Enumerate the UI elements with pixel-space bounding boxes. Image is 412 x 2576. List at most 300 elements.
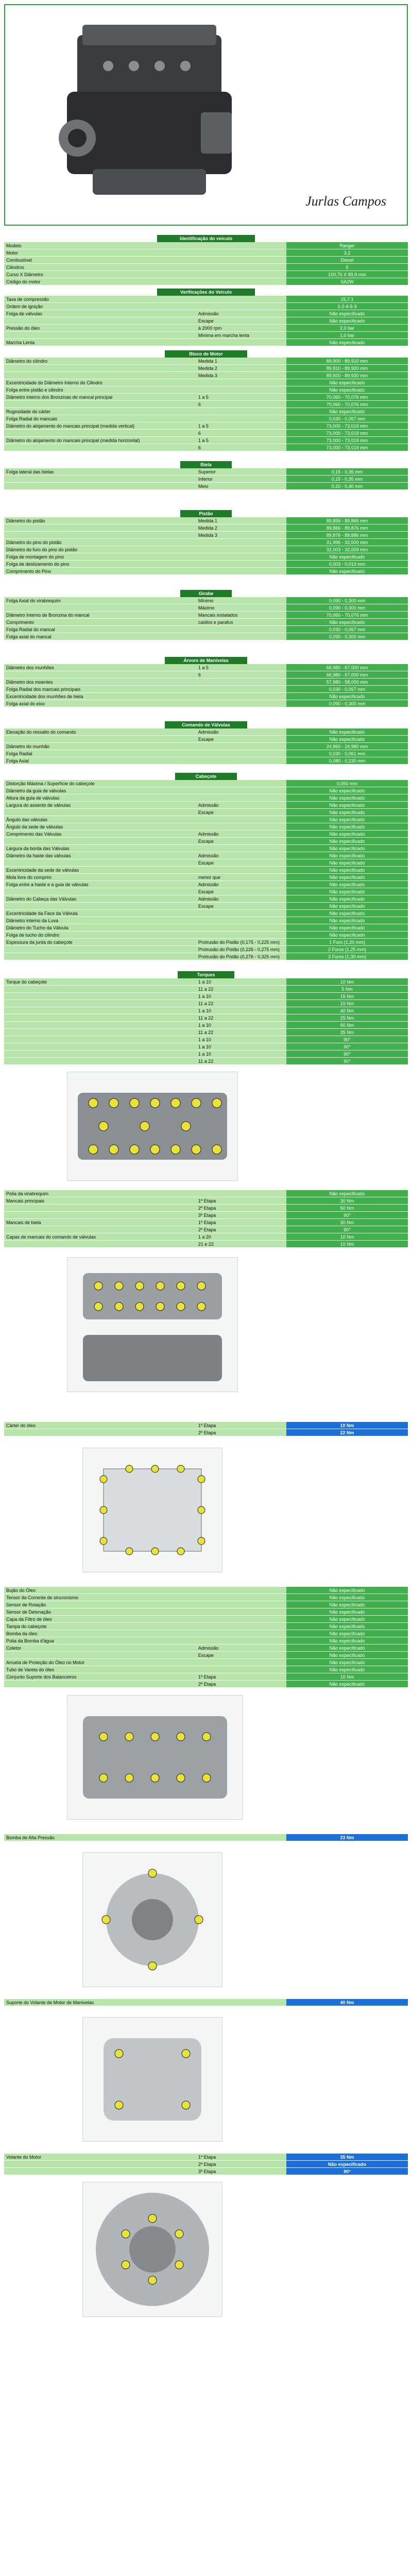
row-value: 90°: [286, 1058, 408, 1065]
row-label: Comprimento: [4, 619, 196, 626]
row-value: 50 Nm: [286, 1205, 408, 1212]
table-row: [4, 379, 408, 386]
row-label: [4, 903, 196, 910]
row-condition: 6: [196, 671, 286, 679]
row-label: Motor: [4, 249, 196, 257]
row-value: 0,030 - 0,067 mm: [286, 415, 408, 422]
row-label: [4, 2168, 196, 2175]
row-condition: Escape: [196, 736, 286, 743]
row-label: Ângulo da sede de válvulas: [4, 823, 196, 831]
table-row: [4, 838, 408, 845]
table-row: [4, 332, 408, 339]
row-label: [4, 986, 196, 993]
table-row: [4, 888, 408, 895]
row-condition: 1º Etapa: [196, 2154, 286, 2161]
row-value: 32,003 - 32,009 mm: [286, 546, 408, 553]
row-condition: 1º Etapa: [196, 1219, 286, 1226]
row-condition: Admissão: [196, 310, 286, 317]
row-label: Mancais de biela: [4, 1219, 196, 1226]
row-value: 10 Nm: [286, 1000, 408, 1007]
row-condition: [196, 408, 286, 415]
section-carter: [4, 1422, 408, 1436]
section-suporte: [4, 1999, 408, 2006]
table-row: [4, 852, 408, 859]
row-value: Não especificado: [286, 895, 408, 903]
row-value: 1 Furo (1,20 mm): [286, 939, 408, 946]
pump-diagram: [82, 1852, 222, 1987]
row-label: Volante do Motor: [4, 2154, 196, 2161]
row-value: 10 Nm: [286, 1241, 408, 1248]
section-arvore: [4, 657, 408, 707]
row-condition: [196, 1630, 286, 1637]
row-condition: [196, 1999, 286, 2006]
section-title: Bloco de Motor: [165, 350, 247, 358]
row-condition: [196, 561, 286, 568]
row-condition: 1 a 10: [196, 1050, 286, 1058]
row-condition: Admissão: [196, 881, 286, 888]
section-bomba: [4, 1834, 408, 1841]
table-row: [4, 728, 408, 736]
row-value: Não especificado: [286, 838, 408, 845]
table-row: [4, 1594, 408, 1601]
table-row: [4, 468, 408, 476]
row-label: Diâmetro do alojamento do mancais principal (medida vertical): [4, 422, 196, 430]
row-condition: Escape: [196, 859, 286, 867]
row-value: 24,960 - 24,980 mm: [286, 743, 408, 750]
row-value: Não especificado: [286, 1608, 408, 1616]
table-row: [4, 271, 408, 278]
row-condition: 1 a 10: [196, 1022, 286, 1029]
section-comando: [4, 721, 408, 765]
table-bomba: [4, 1834, 408, 1841]
row-label: Cilindros: [4, 264, 196, 271]
section-diversos: [4, 1587, 408, 1688]
row-label: Folga lateral das bielas: [4, 468, 196, 476]
table-row: [4, 372, 408, 379]
table-row: [4, 1190, 408, 1197]
row-label: Distorção Máxima / Superfície do cabeçote: [4, 780, 196, 787]
table-row: [4, 1681, 408, 1688]
table-row: [4, 845, 408, 852]
row-value: 31,996 - 32,000 mm: [286, 539, 408, 546]
row-label: Tubo de Vareta do óleo: [4, 1666, 196, 1673]
row-value: 90°: [286, 1043, 408, 1050]
row-value: SA2W: [286, 278, 408, 285]
row-value: Não especificado: [286, 1587, 408, 1594]
row-label: Diâmetro do pistão: [4, 517, 196, 524]
row-condition: Mínima em marcha lenta: [196, 332, 286, 339]
row-label: Marcha Lenta: [4, 339, 196, 346]
table-row: [4, 693, 408, 700]
row-condition: [196, 823, 286, 831]
row-label: Capas de mancais do comando de válvulas: [4, 1233, 196, 1241]
row-label: Folga Radial: [4, 750, 196, 757]
row-label: [4, 1212, 196, 1219]
table-row: [4, 561, 408, 568]
table-torques: [4, 978, 408, 1065]
row-condition: [196, 1594, 286, 1601]
row-value: 90°: [286, 2168, 408, 2175]
row-value: Não especificado: [286, 310, 408, 317]
row-value: 66,980 - 67,000 mm: [286, 664, 408, 671]
row-condition: [196, 1637, 286, 1645]
row-label: [4, 1205, 196, 1212]
row-value: 22 Nm: [286, 1429, 408, 1436]
table-cabecote: [4, 780, 408, 960]
row-condition: [196, 633, 286, 640]
table-row: [4, 903, 408, 910]
row-label: Conjunto Suporte dos Balanceiros: [4, 1673, 196, 1681]
row-condition: [196, 1601, 286, 1608]
row-label: Rugosidade do cárter: [4, 408, 196, 415]
table-row: [4, 1014, 408, 1022]
row-condition: [196, 1616, 286, 1623]
row-label: [4, 946, 196, 953]
table-identificacao: [4, 242, 408, 285]
row-value: Não especificado: [286, 931, 408, 939]
row-condition: 2º Etapa: [196, 1429, 286, 1436]
row-label: [4, 401, 196, 408]
row-condition: menor que: [196, 874, 286, 881]
row-label: Diâmetro Interno de Bronzina do mancal: [4, 612, 196, 619]
row-value: Não especificado: [286, 823, 408, 831]
row-value: 3 Furos (1,30 mm): [286, 953, 408, 960]
row-value: Não especificado: [286, 881, 408, 888]
row-label: Excentricidade da sede de válvulas: [4, 867, 196, 874]
table-row: [4, 310, 408, 317]
row-label: [4, 2161, 196, 2168]
row-condition: [196, 816, 286, 823]
row-value: Não especificado: [286, 794, 408, 802]
row-label: Altura da guia de válvulas: [4, 794, 196, 802]
row-condition: [196, 910, 286, 917]
row-label: [4, 604, 196, 612]
table-row: [4, 278, 408, 285]
row-value: 15 Nm: [286, 993, 408, 1000]
cylinder-head-bolt-diagram: [67, 1072, 238, 1181]
row-label: [4, 444, 196, 451]
section-title: Girabe: [180, 590, 232, 597]
oil-pan-bolt-diagram: [82, 1448, 222, 1572]
row-value: 40 Nm: [286, 1999, 408, 2006]
table-row: [4, 317, 408, 325]
row-condition: [196, 249, 286, 257]
row-label: Excentricidade da Face da Válvula: [4, 910, 196, 917]
row-value: Não especificado: [286, 728, 408, 736]
table-row: [4, 1645, 408, 1652]
row-condition: [196, 924, 286, 931]
table-row: [4, 910, 408, 917]
table-row: [4, 1623, 408, 1630]
row-condition: [196, 794, 286, 802]
row-condition: Escape: [196, 809, 286, 816]
row-condition: Medida 3: [196, 372, 286, 379]
row-value: Não especificado: [286, 1616, 408, 1623]
row-value: Não especificado: [286, 386, 408, 394]
row-condition: [196, 264, 286, 271]
table-row: [4, 339, 408, 346]
row-value: 90°: [286, 1050, 408, 1058]
row-value: 40 Nm: [286, 1007, 408, 1014]
table-row: [4, 546, 408, 553]
row-label: Tampa do cabeçote: [4, 1623, 196, 1630]
section-title: Cabeçote: [175, 773, 237, 780]
row-condition: 1 a 5: [196, 422, 286, 430]
table-row: [4, 264, 408, 271]
row-value: Não especificado: [286, 1190, 408, 1197]
row-condition: [196, 1608, 286, 1616]
row-label: Diâmetro dos munhões: [4, 664, 196, 671]
row-condition: Escape: [196, 888, 286, 895]
row-label: Tensor da Corrente de sincronismo: [4, 1594, 196, 1601]
table-row: [4, 532, 408, 539]
row-label: Largura da borda das Válvulas: [4, 845, 196, 852]
table-arvore: [4, 664, 408, 707]
row-condition: Mínimo: [196, 597, 286, 604]
row-condition: [196, 1623, 286, 1630]
table-row: [4, 1212, 408, 1219]
row-value: 0,050 mm: [286, 780, 408, 787]
table-bielas: [4, 468, 408, 490]
section-title: Torques: [178, 971, 234, 978]
row-label: [4, 1652, 196, 1659]
row-label: [4, 372, 196, 379]
row-label: Taxa de compressão: [4, 296, 196, 303]
row-label: [4, 809, 196, 816]
row-value: 0,030 - 0,067 mm: [286, 686, 408, 693]
row-value: Não especificado: [286, 1659, 408, 1666]
row-label: Ordem de ignição: [4, 303, 196, 310]
row-value: 66,980 - 67,000 mm: [286, 671, 408, 679]
row-condition: [196, 787, 286, 794]
row-value: Não especificado: [286, 1630, 408, 1637]
row-condition: Escape: [196, 903, 286, 910]
row-label: [4, 1681, 196, 1688]
table-volante: [4, 2154, 408, 2175]
row-condition: 2º Etapa: [196, 1205, 286, 1212]
row-label: Suporte do Volante de Motor de Manivelas: [4, 1999, 196, 2006]
row-condition: Protrusão do Pistão (0,226 - 0,275 mm): [196, 946, 286, 953]
row-value: 89,876 - 89,886 mm: [286, 532, 408, 539]
row-condition: Admissão: [196, 728, 286, 736]
section-title: Pistão: [180, 510, 232, 517]
row-condition: 2º Etapa: [196, 1681, 286, 1688]
row-label: [4, 365, 196, 372]
row-label: Diâmetro do munhão: [4, 743, 196, 750]
row-condition: 1 a 5: [196, 394, 286, 401]
row-label: Folga de montagem do pino: [4, 553, 196, 561]
table-row: [4, 257, 408, 264]
table-row: [4, 1241, 408, 1248]
row-condition: 1 a 10: [196, 1007, 286, 1014]
row-condition: Mancais instalados: [196, 612, 286, 619]
table-row: [4, 859, 408, 867]
table-row: [4, 1608, 408, 1616]
row-condition: 6: [196, 401, 286, 408]
table-row: [4, 408, 408, 415]
table-row: [4, 444, 408, 451]
table-row: [4, 978, 408, 986]
table-carter: [4, 1422, 408, 1436]
section-identificacao: [4, 235, 408, 285]
row-label: Arruela de Proteção do Óleo no Motor: [4, 1659, 196, 1666]
row-condition: [196, 379, 286, 386]
row-label: [4, 1226, 196, 1233]
row-value: Não especificado: [286, 553, 408, 561]
table-row: [4, 633, 408, 640]
table-row: [4, 809, 408, 816]
row-label: Diâmetro do alojamento do mancais principal (medida horizontal): [4, 437, 196, 444]
row-label: [4, 1058, 196, 1065]
row-label: Folga Axial: [4, 757, 196, 765]
row-value: Não especificado: [286, 867, 408, 874]
row-label: Pressão do óleo: [4, 325, 196, 332]
row-condition: [196, 867, 286, 874]
row-condition: casilos e parafus: [196, 619, 286, 626]
row-value: Não especificado: [286, 874, 408, 881]
row-condition: Escape: [196, 317, 286, 325]
row-condition: 11 a 22: [196, 1014, 286, 1022]
section-title: Biela: [180, 461, 232, 468]
row-condition: [196, 686, 286, 693]
row-value: Não especificado: [286, 1652, 408, 1659]
section-bielas: [4, 461, 408, 490]
row-label: Diâmetro do Tucho da Válvula: [4, 924, 196, 931]
row-condition: [196, 257, 286, 264]
row-condition: 2º Etapa: [196, 2161, 286, 2168]
table-row: [4, 476, 408, 483]
row-label: Folga Radial do mancal: [4, 626, 196, 633]
row-value: Não especificado: [286, 1637, 408, 1645]
row-condition: [196, 693, 286, 700]
table-row: [4, 415, 408, 422]
row-condition: Admissão: [196, 831, 286, 838]
section-virabrequim: [4, 590, 408, 640]
row-label: Polia da virabrequim: [4, 1190, 196, 1197]
row-value: Não especificado: [286, 619, 408, 626]
row-label: Diâmetro da haste das válvulas: [4, 852, 196, 859]
table-row: [4, 671, 408, 679]
row-condition: Admissão: [196, 852, 286, 859]
row-condition: 11 a 22: [196, 1000, 286, 1007]
row-value: 30 Nm: [286, 1197, 408, 1205]
row-label: [4, 332, 196, 339]
section-torques-2: [4, 1190, 408, 1248]
row-label: Bomba da óleo: [4, 1630, 196, 1637]
row-label: Folga entre a haste e a guia de válvulas: [4, 881, 196, 888]
table-row: [4, 568, 408, 575]
row-value: 0,090 - 0,300 mm: [286, 604, 408, 612]
row-label: Mancais principais: [4, 1197, 196, 1205]
table-row: [4, 750, 408, 757]
section-cabecote: [4, 773, 408, 960]
row-value: Não especificado: [286, 924, 408, 931]
row-label: Sensor de Rotação: [4, 1601, 196, 1608]
row-condition: Admissão: [196, 895, 286, 903]
row-condition: 1 a 10: [196, 1036, 286, 1043]
row-value: 1,0 bar: [286, 332, 408, 339]
row-value: Não especificado: [286, 1601, 408, 1608]
row-value: 89,910 - 89,920 mm: [286, 365, 408, 372]
row-value: 5 Nm: [286, 986, 408, 993]
row-condition: Medida 1: [196, 358, 286, 365]
row-label: Largura do assento de válvulas: [4, 802, 196, 809]
table-row: [4, 867, 408, 874]
flywheel-diagram: [82, 2182, 222, 2317]
row-value: 15,7:1: [286, 296, 408, 303]
row-value: Não especificado: [286, 852, 408, 859]
row-value: Não especificado: [286, 917, 408, 924]
table-row: [4, 1050, 408, 1058]
row-condition: [196, 757, 286, 765]
row-condition: 3º Etapa: [196, 2168, 286, 2175]
row-condition: 21 e 22: [196, 1241, 286, 1248]
section-title: Identificação do veículo: [157, 235, 255, 242]
table-row: [4, 1834, 408, 1841]
row-label: Diâmetro dos moentes: [4, 679, 196, 686]
row-label: Diâmetro interno dos Bronzinas de mancal principal: [4, 394, 196, 401]
table-row: [4, 1000, 408, 1007]
table-pistoes: [4, 517, 408, 575]
row-label: [4, 1007, 196, 1014]
row-value: Não especificado: [286, 736, 408, 743]
row-condition: [196, 743, 286, 750]
row-value: 0,030 - 0,067 mm: [286, 626, 408, 633]
row-label: Elevação do ressalto do comando: [4, 728, 196, 736]
table-row: [4, 483, 408, 490]
row-label: [4, 888, 196, 895]
table-row: [4, 2161, 408, 2168]
row-label: Folga de válvulas: [4, 310, 196, 317]
main-bearing-bolt-diagram: [67, 1257, 238, 1392]
table-row: [4, 823, 408, 831]
row-label: [4, 1429, 196, 1436]
row-value: 89,920 - 89,930 mm: [286, 372, 408, 379]
section-torques: [4, 971, 408, 1065]
row-value: Não especificado: [286, 408, 408, 415]
engine-hero-image: [4, 4, 408, 226]
table-row: [4, 946, 408, 953]
row-label: Ângulo das válvulas: [4, 816, 196, 823]
row-value: 10 Nm: [286, 978, 408, 986]
row-condition: Medida 2: [196, 524, 286, 532]
row-label: Comprimento das Válvulas: [4, 831, 196, 838]
table-virabrequim: [4, 597, 408, 640]
row-label: Modelo: [4, 242, 196, 249]
row-label: Capa da Filtro de óleo: [4, 1616, 196, 1623]
row-condition: [196, 386, 286, 394]
table-row: [4, 802, 408, 809]
table-row: [4, 1058, 408, 1065]
row-value: 23 Nm: [286, 1834, 408, 1841]
row-condition: 11 a 22: [196, 1029, 286, 1036]
table-row: [4, 986, 408, 993]
table-suporte: [4, 1999, 408, 2006]
row-value: 0,090 - 0,300 mm: [286, 700, 408, 707]
row-condition: [196, 1666, 286, 1673]
section-pistoes: [4, 510, 408, 575]
row-condition: Protrusão do Pistão (0,175 - 0,225 mm): [196, 939, 286, 946]
row-value: 90°: [286, 1226, 408, 1233]
row-value: Não especificado: [286, 1623, 408, 1630]
row-label: Bujão do Óleo: [4, 1587, 196, 1594]
row-value: 2,0 bar: [286, 325, 408, 332]
row-value: 0,15 - 0,35 mm: [286, 468, 408, 476]
table-row: [4, 1601, 408, 1608]
row-value: Não especificado: [286, 2161, 408, 2168]
row-condition: [196, 780, 286, 787]
row-label: Torque do cabeçote: [4, 978, 196, 986]
